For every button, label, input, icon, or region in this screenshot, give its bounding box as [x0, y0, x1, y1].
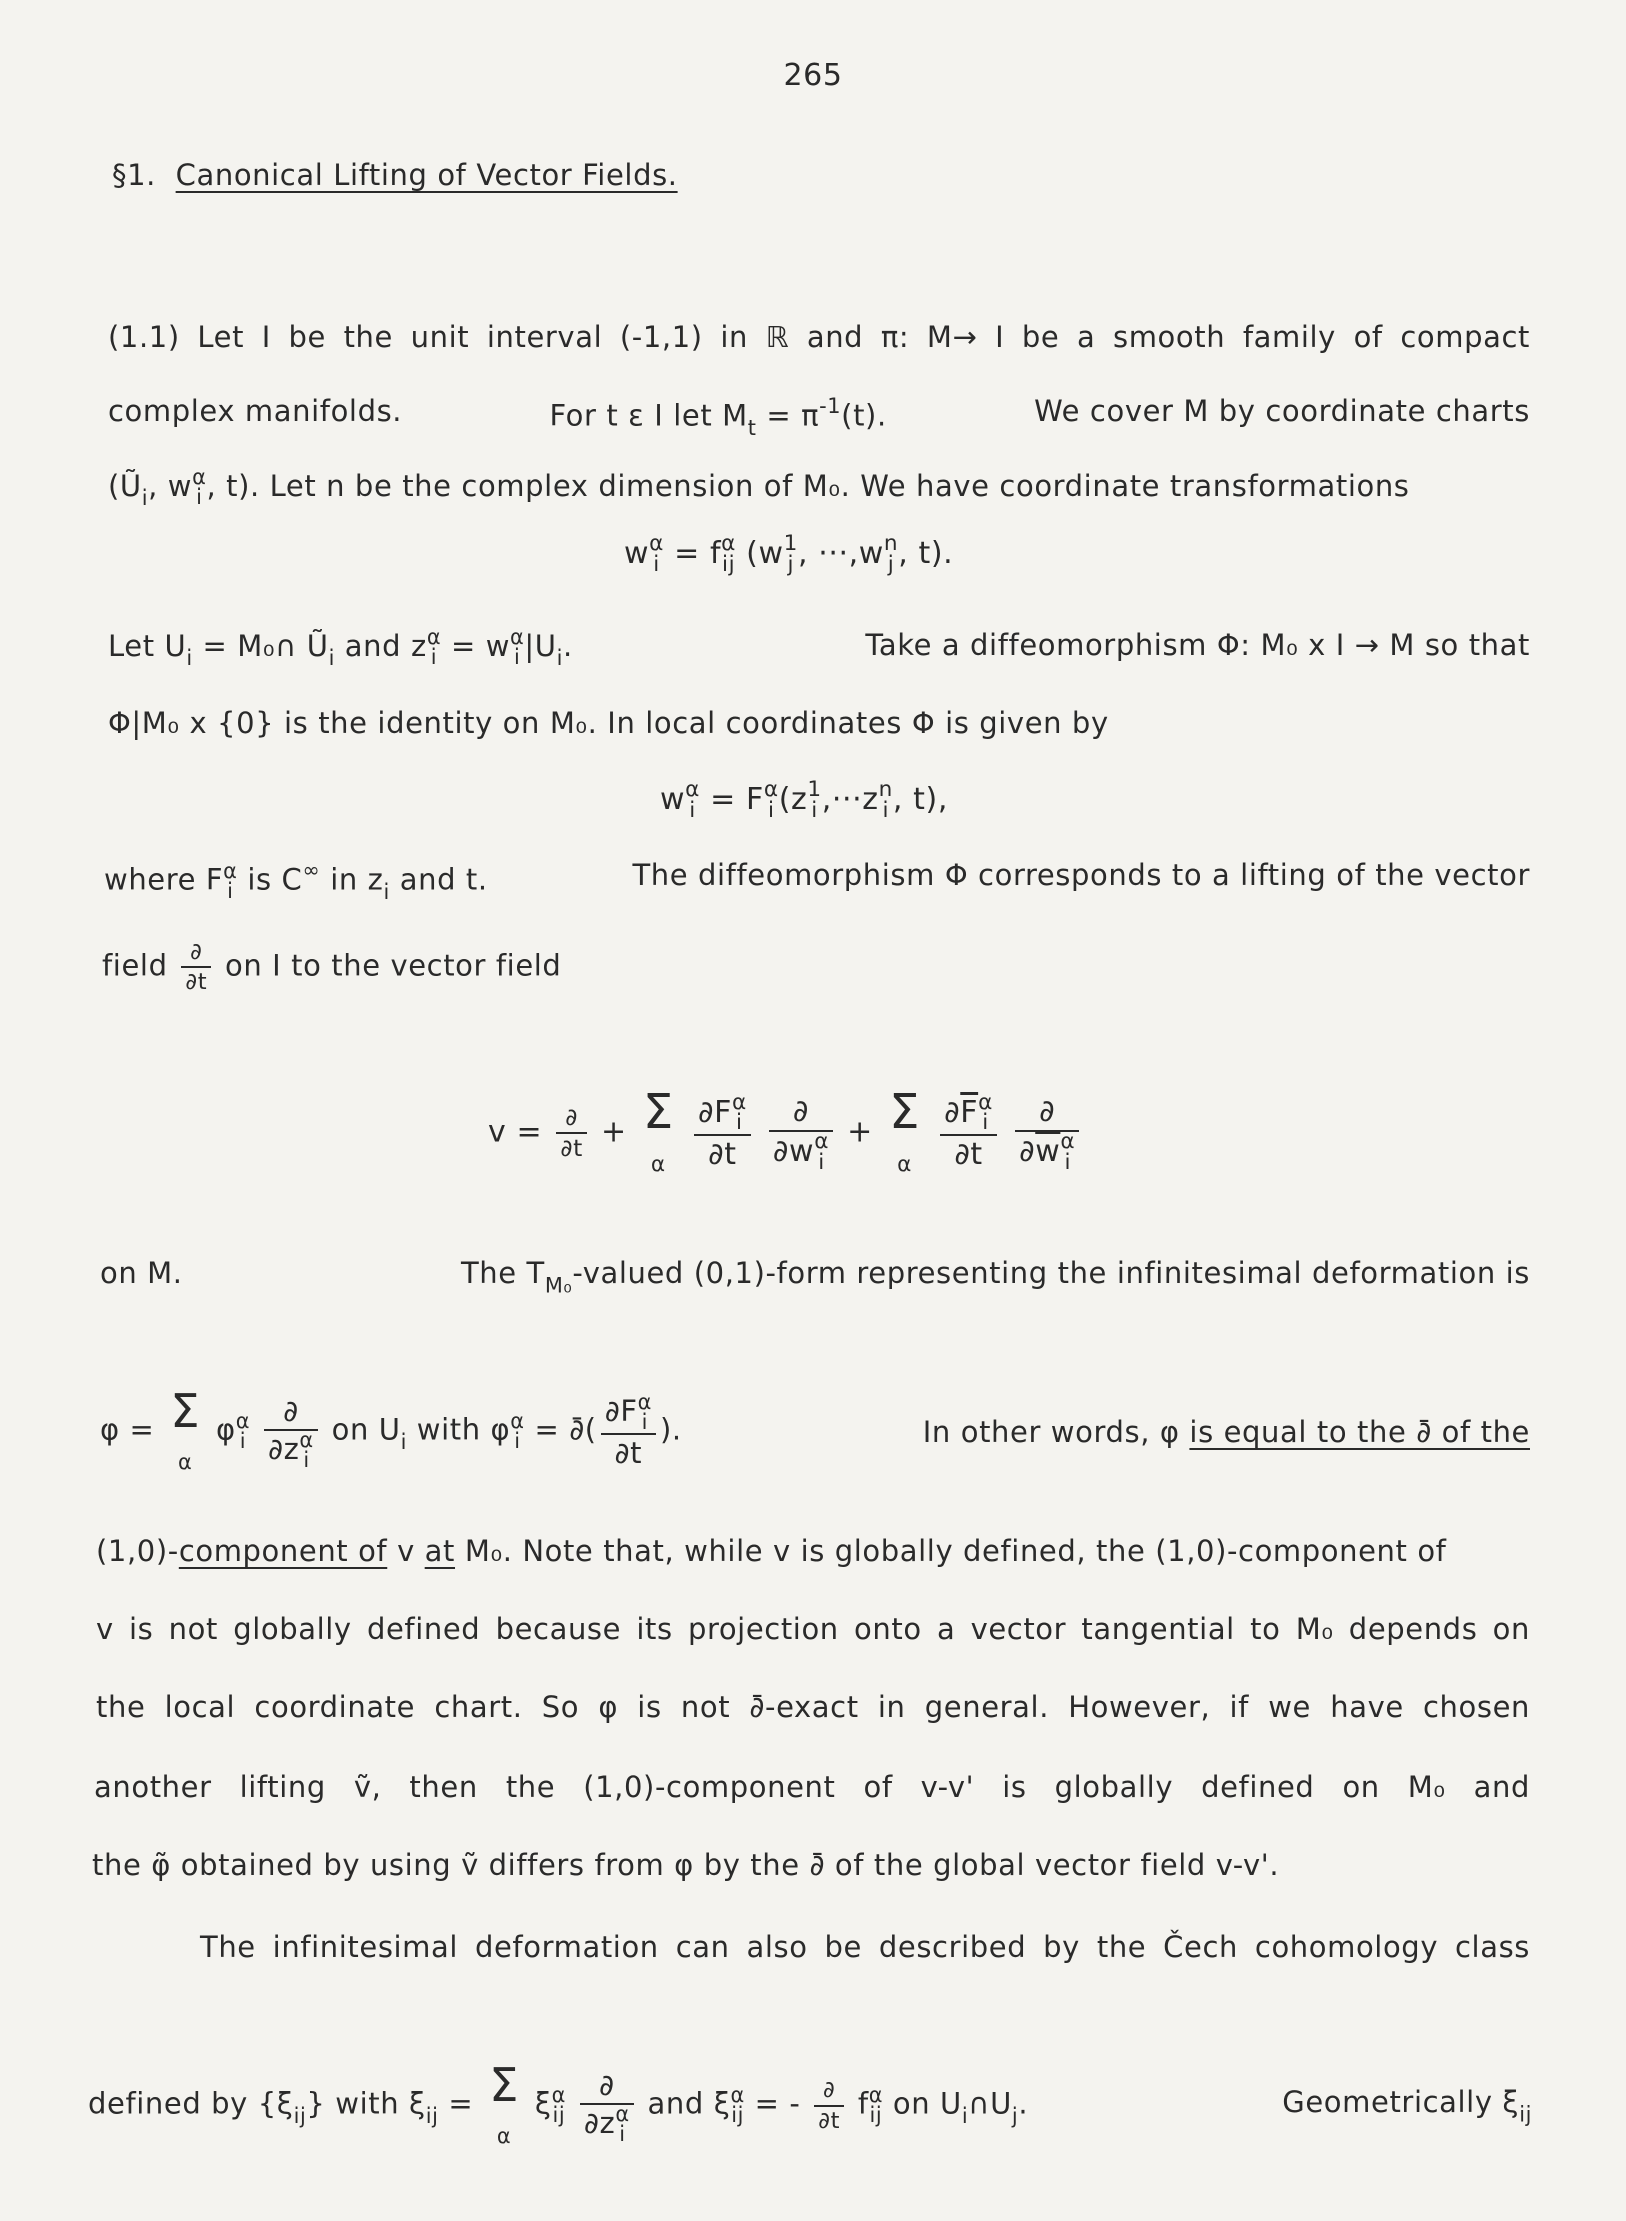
paragraph-line: the local coordinate chart. So φ is not ∂̄-exact in general. However, if we have chosen	[96, 1690, 1530, 1724]
paragraph-line: another lifting ṽ, then the (1,0)-component of v-v' is globally defined on M₀ and	[94, 1770, 1530, 1804]
equation-local-coordinates: w α i = F α i (z 1 i ,···z n i , t),	[660, 777, 948, 823]
paragraph-line: φ = Σ α φ α i ∂ ∂z α i on $U_i$ with φ α i = ∂̄( ∂F α i ∂t ). In other words, φ is equal to the ∂̄ of the	[100, 1384, 1530, 1475]
section-number: §1.	[112, 158, 156, 192]
paragraph-line: where F α i is C∞ in $z_i$ and t. The diffeomorphism Φ corresponds to a lifting of the vector	[104, 858, 1530, 904]
paragraph-line: Let $U_i$ = M₀∩ $Ũ_i$ and z α i = w α i $|U_i$. Take a diffeomorphism Φ: M₀ x I → M so that	[108, 625, 1530, 671]
section-title: Canonical Lifting of Vector Fields.	[175, 158, 678, 192]
paragraph-line: ($Ũ_i$, w α i , t). Let n be the complex dimension of M₀. We have coordinate transformations	[108, 465, 1410, 511]
page-number: 265	[783, 58, 843, 93]
paragraph-line: on M. The $T_{M_0}$-valued (0,1)-form representing the infinitesimal deformation is	[100, 1256, 1530, 1298]
section-heading	[112, 158, 678, 192]
paragraph-line: field $\frac{\partial}{\partial t}$ on I to the vector field	[102, 939, 562, 996]
paragraph-line: (1,0)-component of v at M₀. Note that, while v is globally defined, the (1,0)-component of	[96, 1534, 1447, 1568]
paragraph-line: Φ|M₀ x {0} is the identity on M₀. In local coordinates Φ is given by	[108, 706, 1109, 740]
paragraph-line: complex manifolds. For t ε I let $M_t = \pi^{-1}(t)$. We cover M by coordinate charts	[108, 394, 1530, 440]
paragraph-line: defined by $\{\xi_{ij}\}$ with $\xi_{ij}$ = Σ α ξ α ij ∂ ∂z α i and ξ α ij = - $\frac{\partial}{\partial t}$ f α ij on $U_i\cap U_j$. Geometrically $\xi_{ij}$	[88, 2058, 1532, 2149]
equation-coordinate-transformation: w α i = f α ij (w 1 j , ···,w n j , t).	[624, 531, 954, 577]
paragraph-line: the φ̃ obtained by using ṽ differs from φ by the ∂̄ of the global vector field v-v'.	[92, 1848, 1280, 1882]
paragraph-line: v is not globally defined because its projection onto a vector tangential to M₀ depends on	[96, 1612, 1530, 1646]
equation-vector-field: v = $\frac{\partial}{\partial t}$ + Σ α ∂F α i ∂t ∂ ∂w α i + Σ α ∂F α i ∂t ∂ ∂w α i	[488, 1088, 1083, 1178]
paragraph-line: (1.1) Let I be the unit interval (-1,1) in ℝ and π: M→ I be a smooth family of compact	[108, 320, 1530, 354]
paragraph-line: The infinitesimal deformation can also be described by the Čech cohomology class	[200, 1930, 1530, 1964]
